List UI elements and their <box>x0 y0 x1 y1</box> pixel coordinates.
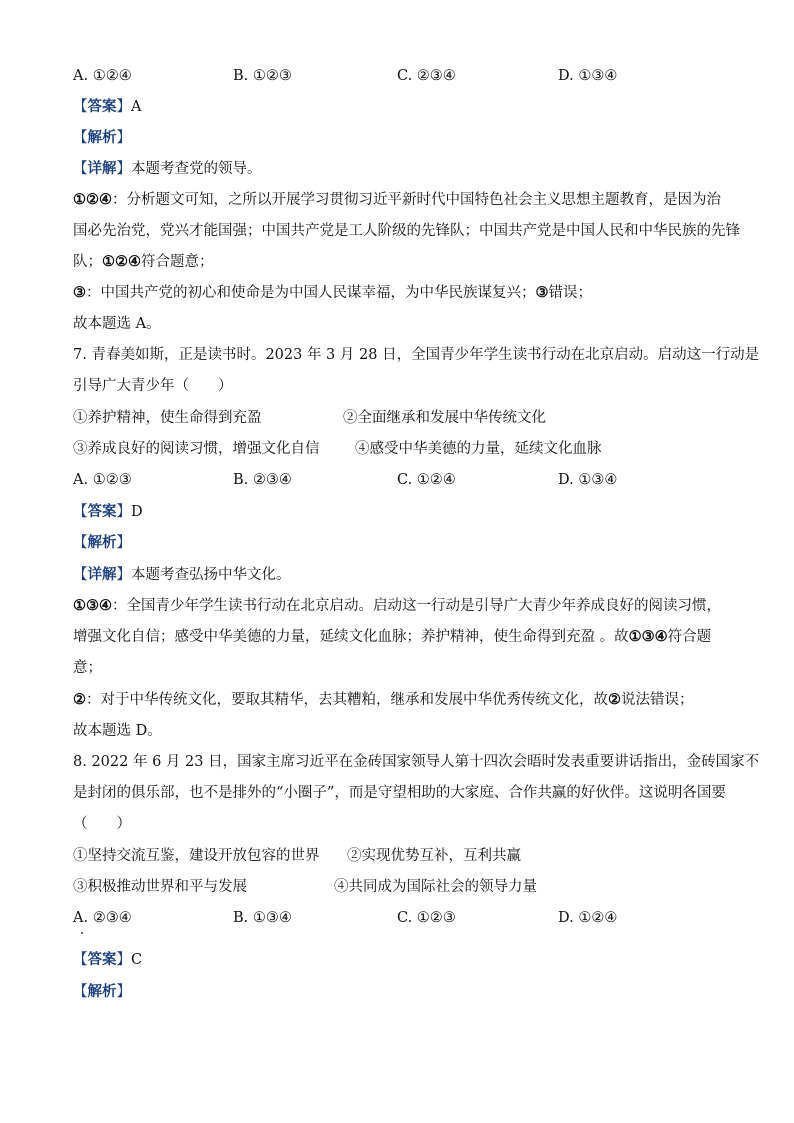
q7-detail: 【详解】本题考查弘扬中华文化。 <box>73 567 291 583</box>
q7-stem-line-1: 7. 青春美如斯，正是读书时。2023 年 3 月 28 日，全国青少年学生读书行动在北京启动。启动这一行动是 <box>73 347 760 363</box>
q6-options <box>73 66 733 86</box>
q7-explanation-line-2: 增强文化自信；感受中华美德的力量，延续文化血脉；养护精神，使生命得到充盈 。故①③④符合题 <box>73 628 712 645</box>
q8-statement-4: ④共同成为国际社会的领导力量 <box>334 879 537 895</box>
q7-stem-line-2: 引导广大青少年（ ） <box>73 378 233 394</box>
q8-analysis-heading: 【解析】 <box>73 984 131 1000</box>
q7-option-a: A. ①②③ <box>73 472 132 488</box>
answer-tag: 答案 <box>87 952 117 968</box>
detail-text: 本题考查党的领导。 <box>131 161 262 177</box>
q6-option-a: A. ①②④ <box>73 68 132 84</box>
q6-conclusion: 故本题选 A。 <box>73 316 161 332</box>
answer-tag: 答案 <box>87 99 117 115</box>
detail-tag: 详解 <box>87 161 117 177</box>
q7-option-b: B. ②③④ <box>233 472 292 488</box>
q6-option-d: D. ①③④ <box>558 68 618 84</box>
q8-stem-line-2: 是封闭的俱乐部，也不是排外的“小圈子”，而是守望相助的大家庭、合作共赢的好伙伴。这说明各国要 <box>73 785 726 801</box>
q6-detail: 【详解】本题考查党的领导。 <box>73 161 262 177</box>
q6-answer: 【答案】A <box>73 99 142 115</box>
q8-option-a: A. ②③④ <box>73 910 132 926</box>
q6-explanation-line-3: 队；①②④符合题意； <box>73 253 214 270</box>
analysis-tag: 解析 <box>87 984 117 1000</box>
q7-statements-row-1 <box>73 408 733 428</box>
q8-statements-row-2 <box>73 877 733 897</box>
q8-stem-line-3: （ ） <box>73 816 131 832</box>
q8-option-c: C. ①②③ <box>397 910 456 926</box>
q7-statement-3: ③养成良好的阅读习惯，增强文化自信 <box>73 441 320 457</box>
q7-conclusion: 故本题选 D。 <box>73 723 162 739</box>
q8-option-b: B. ①③④ <box>233 910 292 926</box>
q7-statement-4: ④感受中华美德的力量，延续文化血脉 <box>355 441 602 457</box>
q6-explanation-wrong: ③：中国共产党的初心和使命是为中国人民谋幸福，为中华民族谋复兴；③错误； <box>73 284 592 301</box>
q6-explanation-line-2: 国必先治党，党兴才能国强；中国共产党是工人阶级的先锋队；中国共产党是中国人民和中华民族的先锋 <box>73 223 740 239</box>
q7-statement-1: ①养护精神，使生命得到充盈 <box>73 410 262 426</box>
q8-statement-3: ③积极推动世界和平与发展 <box>73 879 247 895</box>
q8-statements-row-1 <box>73 846 733 866</box>
q7-analysis-heading: 【解析】 <box>73 535 131 551</box>
answer-value: A <box>131 99 142 115</box>
stray-dot <box>81 932 83 934</box>
q7-answer: 【答案】D <box>73 504 143 520</box>
detail-text: 本题考查弘扬中华文化。 <box>131 567 291 583</box>
q7-explanation-line-3: 意； <box>73 660 102 676</box>
q6-analysis-heading: 【解析】 <box>73 130 131 146</box>
analysis-tag: 解析 <box>87 130 117 146</box>
q6-option-b: B. ①②③ <box>233 68 292 84</box>
q8-answer: 【答案】C <box>73 952 143 968</box>
q7-explanation-line-1: ①③④：全国青少年学生读书行动在北京启动。启动这一行动是引导广大青少年养成良好的阅读习惯， <box>73 597 721 614</box>
q6-explanation-line-1: ①②④：分析题文可知，之所以开展学习贯彻习近平新时代中国特色社会主义思想主题教育，是因为治 <box>73 191 721 208</box>
q8-statement-1: ①坚持交流互鉴，建设开放包容的世界 <box>73 848 320 864</box>
detail-tag: 详解 <box>87 567 117 583</box>
q8-stem-line-1: 8. 2022 年 6 月 23 日，国家主席习近平在金砖国家领导人第十四次会晤时发表重要讲话指出，金砖国家不 <box>73 754 760 770</box>
q7-statement-2: ②全面继承和发展中华传统文化 <box>343 410 546 426</box>
q7-options <box>73 470 733 490</box>
q7-option-d: D. ①③④ <box>558 472 618 488</box>
q7-option-c: C. ①②④ <box>397 472 456 488</box>
answer-tag: 答案 <box>87 504 117 520</box>
answer-value: D <box>131 504 143 520</box>
analysis-tag: 解析 <box>87 535 117 551</box>
q8-option-d: D. ①②④ <box>558 910 618 926</box>
q6-option-c: C. ②③④ <box>397 68 456 84</box>
q8-options <box>73 908 733 928</box>
answer-value: C <box>131 952 143 968</box>
q8-statement-2: ②实现优势互补，互利共赢 <box>347 848 521 864</box>
q7-explanation-wrong: ②：对于中华传统文化，要取其精华，去其糟粕，继承和发展中华优秀传统文化，故②说法错误； <box>73 691 694 708</box>
q7-statements-row-2 <box>73 439 733 459</box>
